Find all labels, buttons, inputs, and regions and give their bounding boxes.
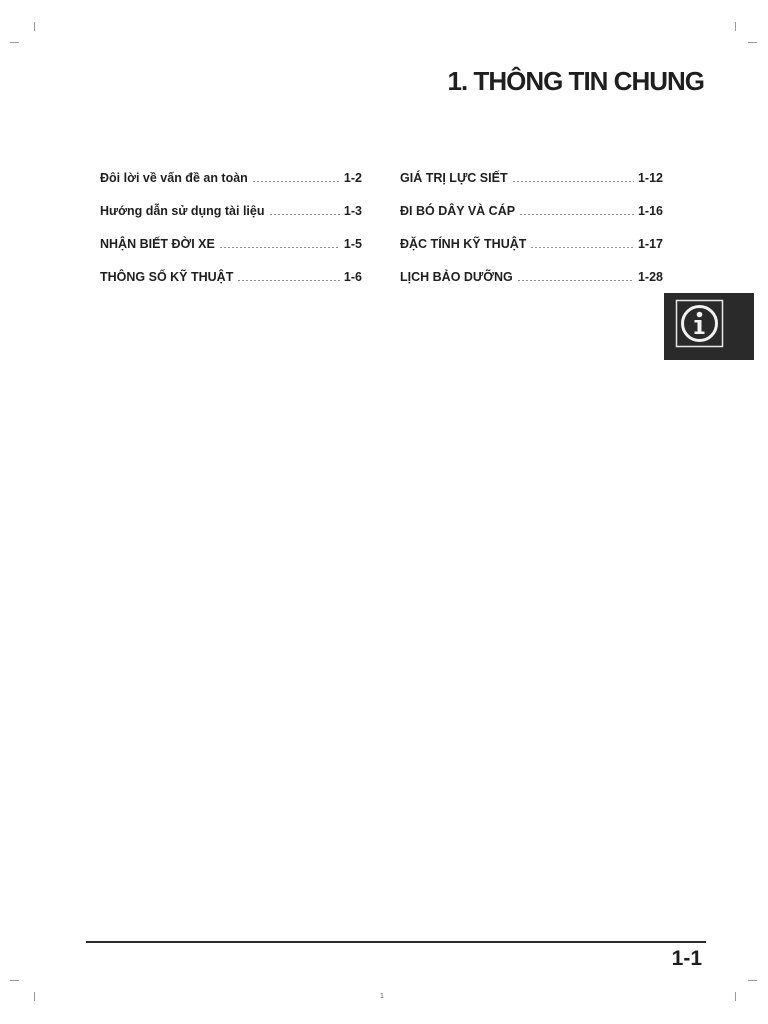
crop-mark — [748, 42, 757, 43]
toc-entry-label: ĐI BÓ DÂY VÀ CÁP — [400, 204, 516, 218]
toc-entry-page: 1-6 — [343, 270, 362, 284]
toc-entry-label: LỊCH BẢO DƯỠNG — [400, 270, 513, 284]
dot-leader — [252, 172, 340, 182]
toc-entry-page: 1-5 — [343, 237, 362, 251]
dot-leader — [237, 271, 340, 281]
toc-entry-page: 1-12 — [637, 171, 663, 185]
toc-entry[interactable] — [400, 171, 663, 204]
dot-leader — [219, 238, 340, 248]
sheet-number: 1 — [380, 993, 384, 1000]
toc-entry[interactable] — [400, 237, 663, 270]
toc-entry-label: THÔNG SỐ KỸ THUẬT — [100, 270, 234, 284]
toc-entry-label: Đôi lời về vấn đề an toàn — [100, 171, 248, 185]
dot-leader — [517, 271, 634, 281]
toc-entry-page: 1-16 — [637, 204, 663, 218]
toc-entry-page: 1-2 — [343, 171, 362, 185]
toc-entry[interactable] — [100, 171, 362, 204]
dot-leader — [512, 172, 634, 182]
toc-entry-label: ĐẶC TÍNH KỸ THUẬT — [400, 237, 527, 251]
crop-mark — [34, 22, 35, 31]
crop-mark — [34, 992, 35, 1001]
toc-entry-label: GIÁ TRỊ LỰC SIẾT — [400, 171, 508, 185]
toc-entry[interactable] — [100, 237, 362, 270]
toc-entry-page: 1-28 — [637, 270, 663, 284]
toc-entry-label: Hướng dẫn sử dụng tài liệu — [100, 204, 265, 218]
footer-divider — [86, 941, 706, 943]
dot-leader — [269, 205, 340, 215]
crop-mark — [735, 22, 736, 31]
dot-leader — [519, 205, 634, 215]
crop-mark — [10, 980, 19, 981]
toc-entry[interactable] — [400, 204, 663, 237]
toc-entry-label: NHẬN BIẾT ĐỜI XE — [100, 237, 215, 251]
section-tab — [664, 293, 754, 360]
toc-entry[interactable] — [100, 270, 362, 303]
toc-entry-page: 1-3 — [343, 204, 362, 218]
page-title: 1. THÔNG TIN CHUNG — [447, 66, 704, 96]
toc-entry[interactable] — [100, 204, 362, 237]
page-number: 1-1 — [671, 947, 702, 970]
toc-right-column — [400, 171, 663, 303]
dot-leader — [530, 238, 634, 248]
toc-entry[interactable] — [400, 270, 663, 303]
toc-entry-page: 1-17 — [637, 237, 663, 251]
crop-mark — [735, 992, 736, 1001]
crop-mark — [10, 42, 19, 43]
toc-left-column — [100, 171, 362, 303]
info-icon — [675, 299, 724, 348]
crop-mark — [748, 980, 757, 981]
